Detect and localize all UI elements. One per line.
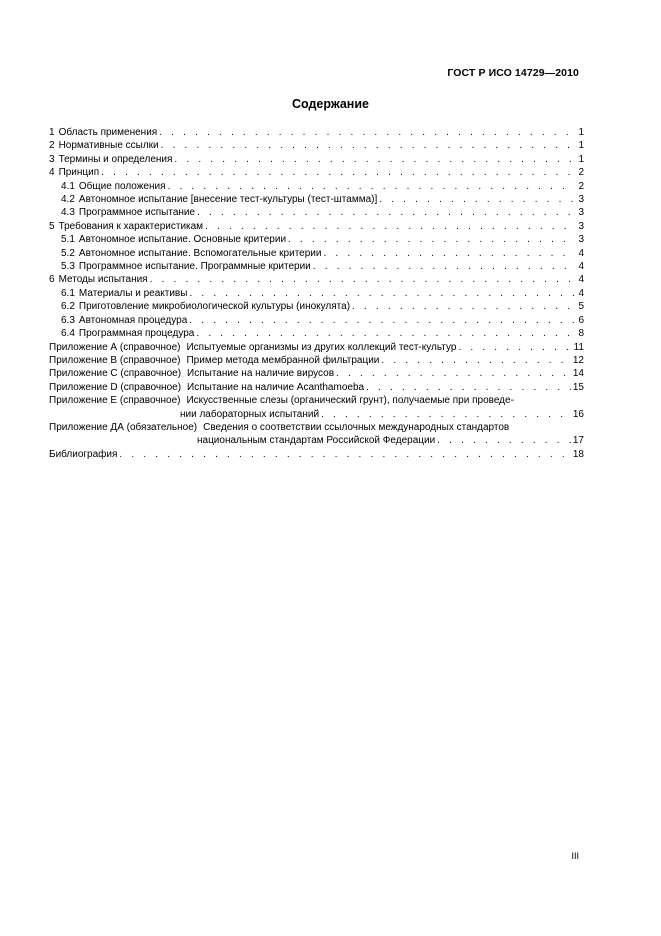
toc-number: 4.3 bbox=[61, 207, 75, 219]
toc-text: Автономное испытание. Основные критерии bbox=[78, 234, 287, 246]
toc-entry[interactable] bbox=[49, 126, 584, 139]
toc-leader bbox=[159, 126, 574, 139]
toc-entry[interactable] bbox=[49, 193, 584, 206]
document-code: ГОСТ Р ИСО 14729—2010 bbox=[447, 67, 579, 79]
appendix-label: Приложение D (справочное) bbox=[49, 381, 182, 393]
toc-page: 4 bbox=[578, 261, 584, 273]
toc-leader bbox=[205, 220, 574, 233]
toc-bibliography-entry[interactable] bbox=[49, 448, 584, 461]
toc-entry[interactable] bbox=[49, 260, 584, 273]
toc-text: Программное испытание bbox=[78, 207, 196, 219]
toc-text: Нормативные ссылки bbox=[58, 140, 159, 152]
toc-leader bbox=[196, 327, 574, 340]
toc-leader bbox=[313, 260, 574, 273]
toc-entry[interactable] bbox=[49, 314, 584, 327]
page-title: Содержание bbox=[291, 97, 369, 111]
toc-number: 6.1 bbox=[61, 287, 75, 299]
toc-number: 6.3 bbox=[61, 314, 75, 326]
toc-entry[interactable] bbox=[49, 153, 584, 166]
toc-page: 4 bbox=[578, 247, 584, 259]
toc-number: 5 bbox=[49, 220, 55, 232]
toc-text: Требования к характеристикам bbox=[58, 220, 204, 232]
toc-number: 3 bbox=[49, 153, 55, 165]
toc-entry[interactable] bbox=[49, 327, 584, 340]
toc-appendix-entry[interactable] bbox=[49, 367, 584, 380]
page-number: III bbox=[571, 851, 579, 861]
toc-appendix-entry[interactable] bbox=[49, 394, 584, 421]
toc-number: 6.4 bbox=[61, 328, 75, 340]
appendix-label: Приложение ДА (обязательное) bbox=[49, 421, 198, 433]
toc-leader bbox=[336, 367, 571, 380]
toc-page: 3 bbox=[578, 234, 584, 246]
toc-text: Автономная процедура bbox=[78, 314, 188, 326]
toc-page: 3 bbox=[578, 220, 584, 232]
toc-page: 14 bbox=[572, 368, 584, 380]
toc-text: Автономное испытание. Вспомогательные критерии bbox=[78, 247, 322, 259]
toc-entry[interactable] bbox=[49, 180, 584, 193]
toc-page: 11 bbox=[573, 341, 584, 353]
toc-leader bbox=[189, 287, 574, 300]
toc-text: Программное испытание. Программные критерии bbox=[78, 261, 311, 273]
appendix-label: Приложение В (справочное) bbox=[49, 354, 181, 366]
toc-appendix-entry[interactable] bbox=[49, 381, 584, 394]
toc-page: 1 bbox=[578, 153, 584, 165]
appendix-title: Испытание на наличие вирусов bbox=[187, 368, 335, 380]
toc-page: 4 bbox=[578, 274, 584, 286]
toc-number: 1 bbox=[49, 127, 55, 138]
appendix-title: Искусственные слезы (органический грунт), получаемые при проведе- bbox=[186, 395, 514, 407]
toc-entry[interactable] bbox=[49, 220, 584, 233]
appendix-title-continued: нии лабораторных испытаний bbox=[180, 408, 320, 420]
toc-leader bbox=[381, 354, 570, 367]
toc-leader bbox=[119, 448, 570, 461]
appendix-title: Пример метода мембранной фильтрации bbox=[186, 354, 380, 366]
appendix-label: Приложение Е (справочное) bbox=[49, 395, 181, 407]
toc-page: 1 bbox=[578, 127, 584, 138]
toc-number: 5.2 bbox=[61, 247, 75, 259]
toc-entry[interactable] bbox=[49, 273, 584, 286]
toc-leader bbox=[101, 166, 574, 179]
toc-page: 18 bbox=[572, 448, 584, 460]
toc-number: 2 bbox=[49, 140, 55, 152]
toc-leader bbox=[168, 180, 575, 193]
toc-number: 4 bbox=[49, 167, 55, 179]
toc-text: Материалы и реактивы bbox=[78, 287, 188, 299]
toc-entry[interactable] bbox=[49, 247, 584, 260]
toc-page: 1 bbox=[578, 140, 584, 152]
toc-appendix-entry[interactable] bbox=[49, 341, 584, 354]
toc-number: 4.1 bbox=[61, 180, 75, 192]
toc-leader bbox=[437, 434, 571, 447]
toc-entry[interactable] bbox=[49, 139, 584, 152]
toc-leader bbox=[352, 300, 574, 313]
toc-page: 3 bbox=[578, 207, 584, 219]
toc-appendix-entry[interactable] bbox=[49, 421, 584, 448]
appendix-title: Испытание на наличие Acanthamoeba bbox=[187, 381, 365, 393]
toc-page: 2 bbox=[578, 167, 584, 179]
toc-text: Автономное испытание [внесение тест-культуры (тест-штамма)] bbox=[78, 194, 378, 206]
toc-leader bbox=[197, 206, 574, 219]
toc-page: 15 bbox=[572, 381, 584, 393]
toc-text: Программная процедура bbox=[78, 328, 195, 340]
toc-entry[interactable] bbox=[49, 300, 584, 313]
toc-page: 2 bbox=[578, 180, 584, 192]
toc-entry[interactable] bbox=[49, 233, 584, 246]
toc-page: 12 bbox=[572, 354, 584, 366]
toc-page: 8 bbox=[578, 328, 584, 340]
toc-leader bbox=[174, 153, 574, 166]
toc-leader bbox=[323, 247, 574, 260]
toc-number: 6 bbox=[49, 274, 55, 286]
toc-leader bbox=[288, 233, 574, 246]
toc-entry[interactable] bbox=[49, 166, 584, 179]
toc-text: Общие положения bbox=[78, 180, 166, 192]
appendix-title: Сведения о соответствии ссылочных международных стандартов bbox=[203, 421, 510, 433]
toc-text: Принцип bbox=[58, 167, 100, 179]
toc-page: 4 bbox=[578, 287, 584, 299]
toc-entry[interactable] bbox=[49, 287, 584, 300]
toc-page: 6 bbox=[578, 314, 584, 326]
toc-leader bbox=[321, 408, 571, 421]
toc-leader bbox=[189, 314, 574, 327]
toc-leader bbox=[366, 381, 571, 394]
toc-text: Методы испытания bbox=[58, 274, 148, 286]
toc-number: 5.1 bbox=[61, 234, 75, 246]
toc-text: Область применения bbox=[58, 127, 158, 138]
toc-page: 16 bbox=[572, 408, 584, 420]
appendix-label: Приложение А (справочное) bbox=[49, 341, 181, 353]
toc-appendix-entry[interactable] bbox=[49, 354, 584, 367]
toc-page: 5 bbox=[578, 301, 584, 313]
toc-number: 5.3 bbox=[61, 261, 75, 273]
table-of-contents bbox=[49, 126, 584, 461]
toc-leader bbox=[161, 139, 574, 152]
toc-entry[interactable] bbox=[49, 206, 584, 219]
toc-leader bbox=[150, 273, 574, 286]
appendix-label: Приложение С (справочное) bbox=[49, 368, 182, 380]
appendix-title-continued: национальным стандартам Российской Федерации bbox=[197, 435, 436, 447]
toc-text: Библиография bbox=[49, 448, 118, 460]
toc-number: 6.2 bbox=[61, 301, 75, 313]
toc-text: Термины и определения bbox=[58, 153, 173, 165]
toc-page: 17 bbox=[572, 435, 584, 447]
toc-leader bbox=[458, 341, 571, 354]
toc-page: 3 bbox=[578, 194, 584, 206]
appendix-title: Испытуемые организмы из других коллекций тест-культур bbox=[186, 341, 457, 353]
toc-text: Приготовление микробиологической культуры (инокулята) bbox=[78, 301, 351, 313]
toc-leader bbox=[379, 193, 574, 206]
toc-number: 4.2 bbox=[61, 194, 75, 206]
